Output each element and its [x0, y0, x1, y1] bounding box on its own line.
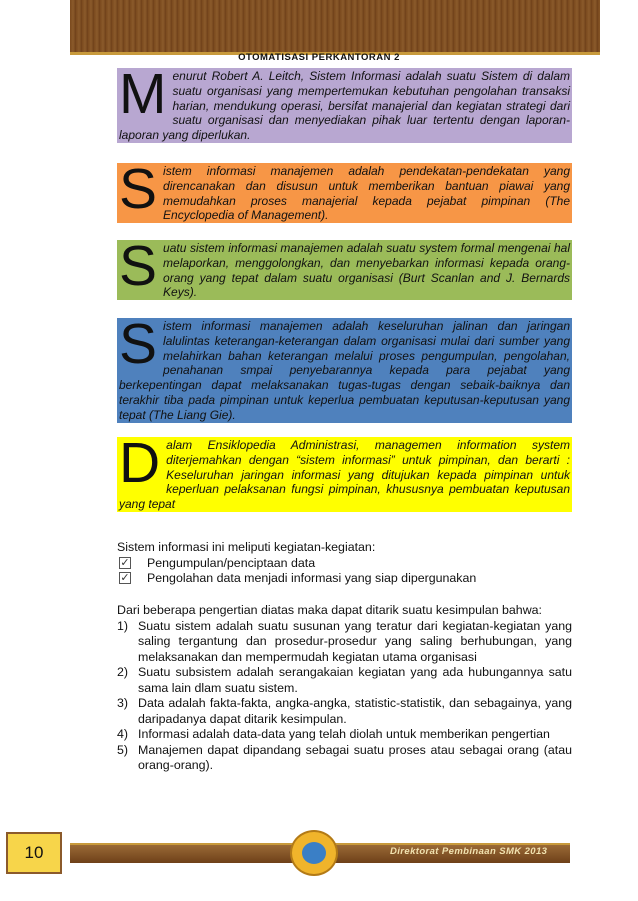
footer-label: Direktorat Pembinaan SMK 2013 — [390, 846, 548, 857]
definition-box-scanlan — [117, 234, 572, 300]
logo-emblem — [302, 842, 326, 864]
list-item: 1) Suatu sistem adalah suatu susunan yang teratur dari kegiatan-kegiatan yang saling tergantung dan prosedur-prosedur yang saling berhubungan, yang melaksanakan dan mempermudah kegiatan utama organisasi — [117, 618, 572, 664]
list-item: 4) Informasi adalah data-data yang telah diolah untuk memberikan pengertian — [117, 727, 550, 741]
list-item: 5) Manajemen dapat dipandang sebagai suatu proses atau sebagai orang (atau orang-orang). — [117, 742, 572, 772]
running-header: OTOMATISASI PERKANTORAN 2 — [238, 52, 400, 63]
definition-box-liang-gie — [117, 312, 572, 423]
activities-section — [117, 540, 572, 587]
definition-text: alam Ensiklopedia Administrasi, managemen information system diterjemahkan dengan “sistem informasi” untuk pimpinan, dan berarti : Keseluruhan jaringan informasi yang ditujukan kepada pimpinan untuk keperluan pelaksanan fungsi pimpinan, khususnya pembuatan keputusan yang tepat — [119, 438, 570, 512]
activities-list — [117, 556, 572, 587]
drop-cap: M — [119, 62, 167, 126]
definition-box-leitch — [117, 62, 572, 143]
definition-box-ensiklopedia — [117, 431, 572, 512]
top-decorative-band — [70, 0, 600, 55]
conclusion-intro: Dari beberapa pengertian diatas maka dapat ditarik suatu kesimpulan bahwa: — [117, 603, 542, 617]
list-item: ✓ Pengumpulan/penciptaan data — [120, 555, 316, 570]
drop-cap: S — [119, 234, 158, 298]
drop-cap: S — [119, 312, 158, 376]
drop-cap: D — [119, 431, 161, 495]
conclusion-section — [117, 603, 572, 774]
conclusion-list — [117, 619, 572, 774]
definition-text: enurut Robert A. Leitch, Sistem Informasi adalah suatu Sistem di dalam suatu organisasi yang mempertemukan kebutuhan pengolahan transaksi harian, mendukung operasi, bersifat manajerial dan kegiatan strategi dari suatu organisasi dan menyediakan pihak luar tertentu dengan laporan-laporan yang diperlukan. — [119, 69, 570, 143]
page-number: 10 — [6, 832, 62, 874]
activities-intro: Sistem informasi ini meliputi kegiatan-kegiatan: — [117, 540, 376, 554]
definition-text: istem informasi manajemen adalah keseluruhan jalinan dan jaringan lalulintas keterangan-keterangan dalam organisasi mulai dari sumber yang melahirkan bahan keterangan melalui proses pengumpulan, pengolahan, penahanan smpai penyebarannya kepada para pejabat yang berkepentingan dapat melaksanakan tugas-tugas dengan sebaik-baiknya dan terakhir tiba pada pimpinan untuk keperlua pembuatan keputusan-keputusan yang tepat (The Liang Gie). — [119, 319, 570, 422]
definition-text: istem informasi manajemen adalah pendekatan-pendekatan yang direncanakan dan disusun untuk memberikan bantuan piawai yang memudahkan proses manajerial kepada pejabat pimpinan (The Encyclopedia of Management). — [163, 164, 570, 223]
checkbox-icon: ✓ — [120, 572, 130, 584]
definition-text: uatu sistem informasi manajemen adalah suatu system formal mengenai hal melaporkan, menggolongkan, dan menyebarkan informasi kepada orang-orang yang tepat dalam suatu organisasi (Burt Scanlan and J. Bernards Keys). — [163, 241, 570, 300]
logo-icon — [290, 830, 338, 876]
definition-box-encyclopedia — [117, 157, 572, 223]
list-item: ✓ Pengolahan data menjadi informasi yang siap dipergunakan — [120, 571, 477, 585]
drop-cap: S — [119, 157, 158, 221]
checkbox-icon: ✓ — [120, 556, 130, 569]
list-item: 3) Data adalah fakta-fakta, angka-angka, statistic-statistik, dan sebagainya, yang daripadanya dapat ditarik kesimpulan. — [117, 696, 572, 726]
list-item: 2) Suatu subsistem adalah serangakaian kegiatan yang ada hubungannya satu sama lain dlam suatu sistem. — [117, 665, 572, 695]
